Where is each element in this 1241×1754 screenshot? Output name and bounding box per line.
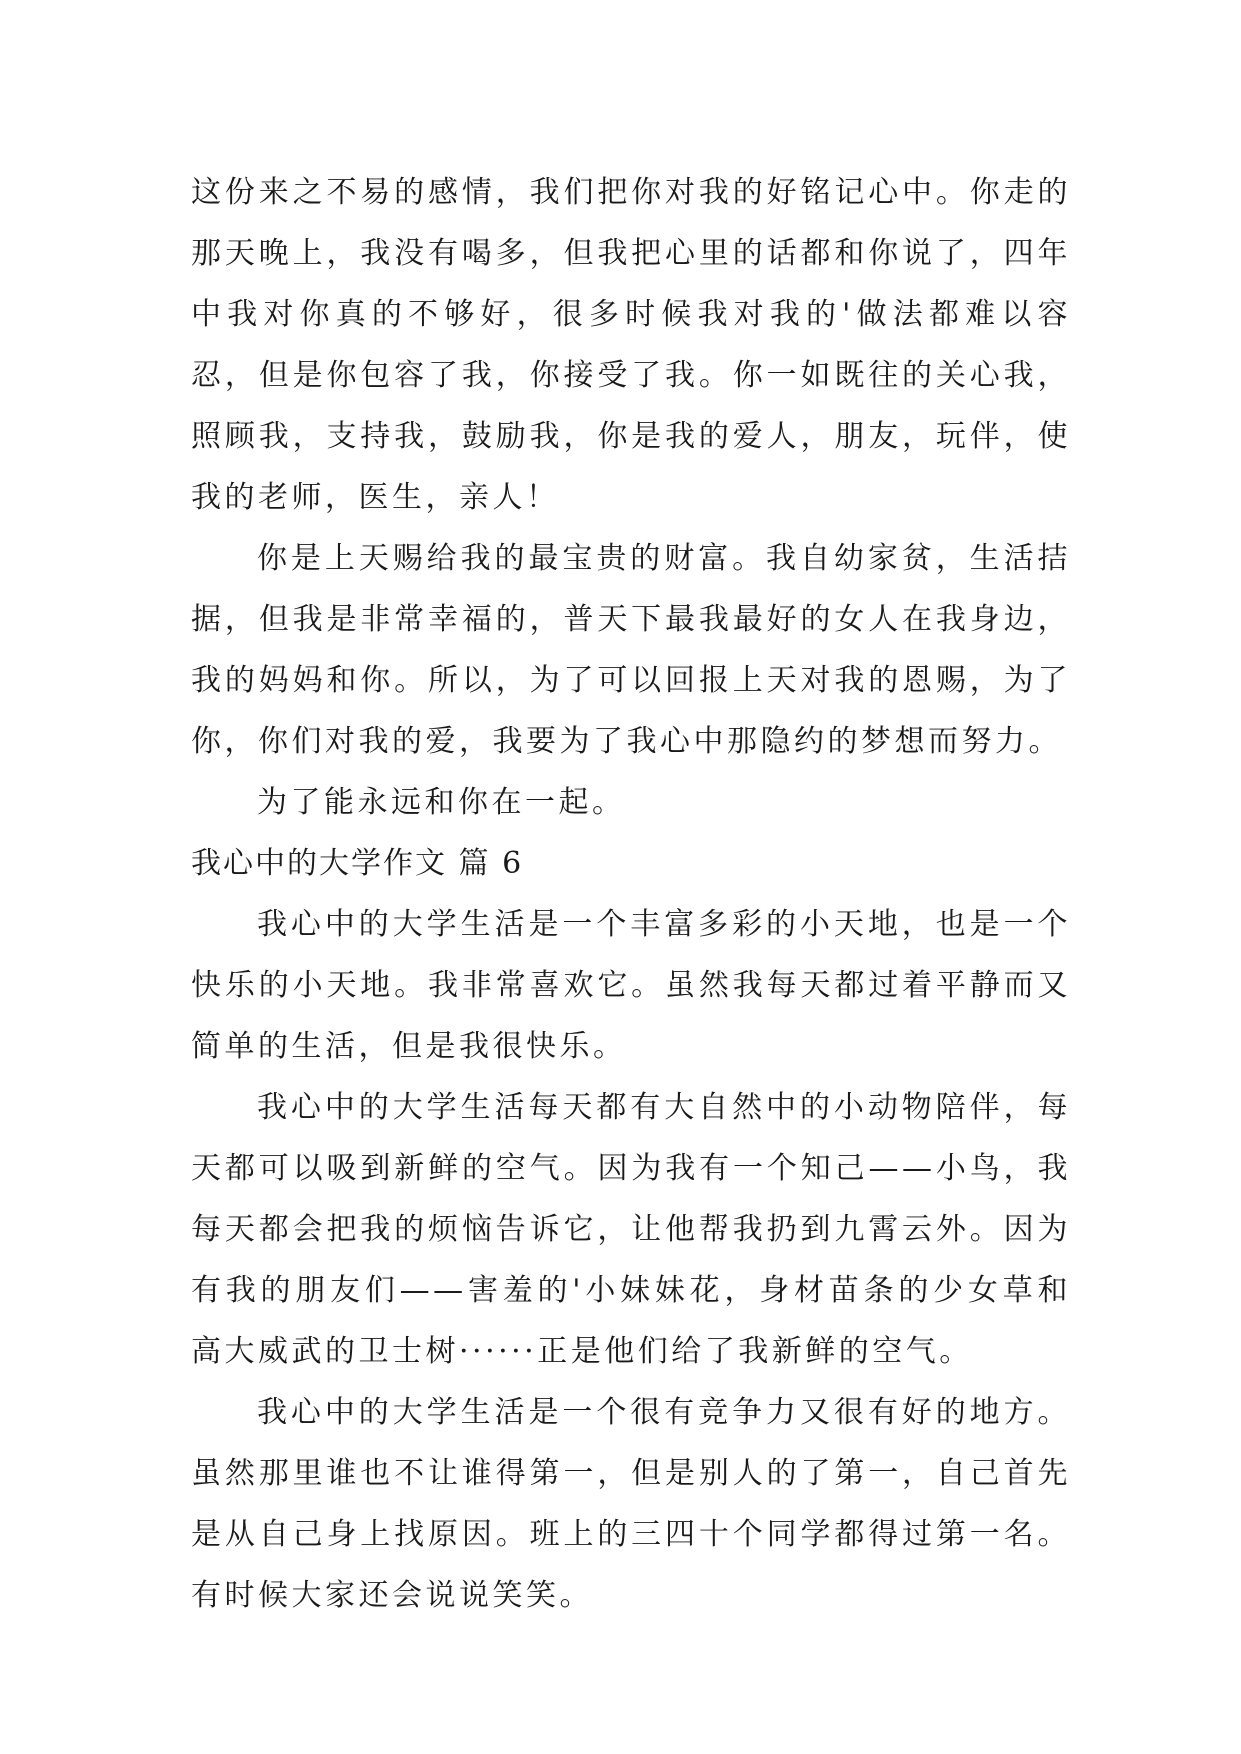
paragraph-1: 这份来之不易的感情，我们把你对我的好铭记心中。你走的那天晚上，我没有喝多，但我把心里的话都和你说了，四年中我对你真的不够好，很多时候我对我的'做法都难以容忍，但是你包容了我，你接受了我。你一如既往的关心我，照顾我，支持我，鼓励我，你是我的爱人，朋友，玩伴，使我的老师，医生，亲人！: [191, 175, 1071, 515]
paragraph-4: 我心中的大学生活是一个丰富多彩的小天地，也是一个快乐的小天地。我非常喜欢它。虽然我每天都过着平静而又简单的生活，但是我很快乐。: [191, 907, 1071, 1064]
paragraph-3: 为了能永远和你在一起。: [257, 785, 626, 820]
document-page: [191, 162, 1071, 1626]
paragraph-2: 你是上天赐给我的最宝贵的财富。我自幼家贫，生活拮据，但我是非常幸福的，普天下最我最好的女人在我身边，我的妈妈和你。所以，为了可以回报上天对我的恩赐，为了你，你们对我的爱，我要为了我心中那隐约的梦想而努力。: [191, 541, 1071, 759]
paragraph-5: 我心中的大学生活每天都有大自然中的小动物陪伴，每天都可以吸到新鲜的空气。因为我有一个知己——小鸟，我每天都会把我的烦恼告诉它，让他帮我扔到九霄云外。因为有我的朋友们——害羞的'小妹妹花，身材苗条的少女草和高大威武的卫士树······正是他们给了我新鲜的空气。: [191, 1090, 1071, 1369]
section-heading: 我心中的大学作文 篇 6: [191, 846, 524, 881]
paragraph-6: 我心中的大学生活是一个很有竞争力又很有好的地方。虽然那里谁也不让谁得第一，但是别人的了第一，自己首先是从自己身上找原因。班上的三四十个同学都得过第一名。有时候大家还会说说笑笑。: [191, 1395, 1071, 1613]
